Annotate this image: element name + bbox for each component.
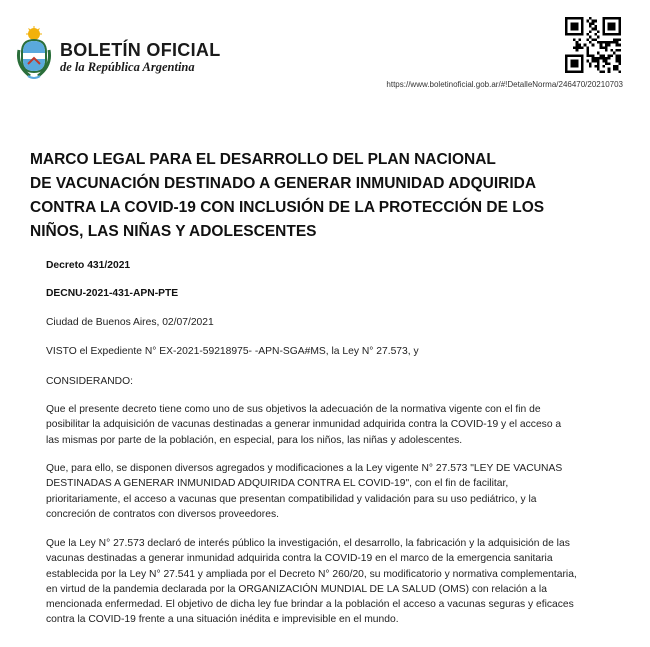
document-url[interactable]: https://www.boletinoficial.gob.ar/#!DetalleNorma/246470/20210703 xyxy=(386,80,623,89)
paragraph-2 xyxy=(46,461,606,522)
paragraph-line: contra la COVID-19 frente a una situación inédita e imprevisible en el mundo. xyxy=(46,614,399,626)
argentina-coat-of-arms-icon xyxy=(16,26,52,80)
paragraph-1 xyxy=(46,402,606,448)
decree-number: Decreto 431/2021 xyxy=(46,260,131,271)
title-line: MARCO LEGAL PARA EL DESARROLLO DEL PLAN NACIONAL xyxy=(30,151,496,168)
qr-code-icon xyxy=(565,17,621,73)
title-line: CONTRA LA COVID-19 CON INCLUSIÓN DE LA PROTECCIÓN DE LOS xyxy=(30,199,545,216)
document-title xyxy=(30,148,620,244)
considerando-heading: CONSIDERANDO: xyxy=(46,376,133,387)
paragraph-line: prioritariamente, el acceso a vacunas que presentan compatibilidad y validación para su uso pediátrico, y la xyxy=(46,493,537,505)
title-line: NIÑOS, LAS NIÑAS Y ADOLESCENTES xyxy=(30,223,317,240)
paragraph-line: Que el presente decreto tiene como uno de sus objetivos la adecuación de la normativa vigente con el fin de xyxy=(46,404,541,415)
decree-code: DECNU-2021-431-APN-PTE xyxy=(46,288,179,299)
brand-title: BOLETÍN OFICIAL xyxy=(60,40,221,60)
visto-text: VISTO el Expediente N° EX-2021-59218975- -APN-SGA#MS, la Ley N° 27.573, y xyxy=(46,346,419,357)
brand-subtitle: de la República Argentina xyxy=(60,60,195,74)
title-line: DE VACUNACIÓN DESTINADO A GENERAR INMUNIDAD ADQUIRIDA xyxy=(30,175,537,192)
paragraph-line: concreción de contratos con diversos proveedores. xyxy=(46,508,279,520)
paragraph-line: las mismas por parte de la población, en especial, para los niños, las niñas y adolescentes. xyxy=(46,434,463,446)
paragraph-line: posibilitar la adquisición de vacunas destinadas a generar inmunidad adquirida contra la COVID-19 y el acceso a xyxy=(46,419,562,431)
paragraph-line: Que, para ello, se disponen diversos agregados y modificaciones a la Ley vigente N° 27.573 "LEY DE VACUNAS xyxy=(46,463,563,474)
paragraph-line: Que la Ley N° 27.573 declaró de interés público la investigación, el desarrollo, la fabricación y la adquisición de las xyxy=(46,538,570,549)
paragraph-line: establecida por la Ley N° 27.541 y ampliada por el Decreto N° 260/20, su modificatorio y normativa complementaria, xyxy=(46,568,577,580)
page-header xyxy=(0,0,650,100)
paragraph-line: vacunas destinadas a generar inmunidad adquirida contra la COVID-19 en el marco de la emergencia sanitaria xyxy=(46,553,553,565)
paragraph-line: DESTINADAS A GENERAR INMUNIDAD ADQUIRIDA CONTRA EL COVID-19", con el fin de facilitar, xyxy=(46,478,509,490)
place-date: Ciudad de Buenos Aires, 02/07/2021 xyxy=(46,317,214,328)
paragraph-line: mencionada enfermedad. El objetivo de dicha ley fue brindar a la población el acceso a vacunas seguras y eficaces xyxy=(46,599,574,611)
paragraph-line: en virtud de la pandemia declarada por la ORGANIZACIÓN MUNDIAL DE LA SALUD (OMS) con relación a la xyxy=(46,583,547,595)
paragraph-3 xyxy=(46,536,606,628)
